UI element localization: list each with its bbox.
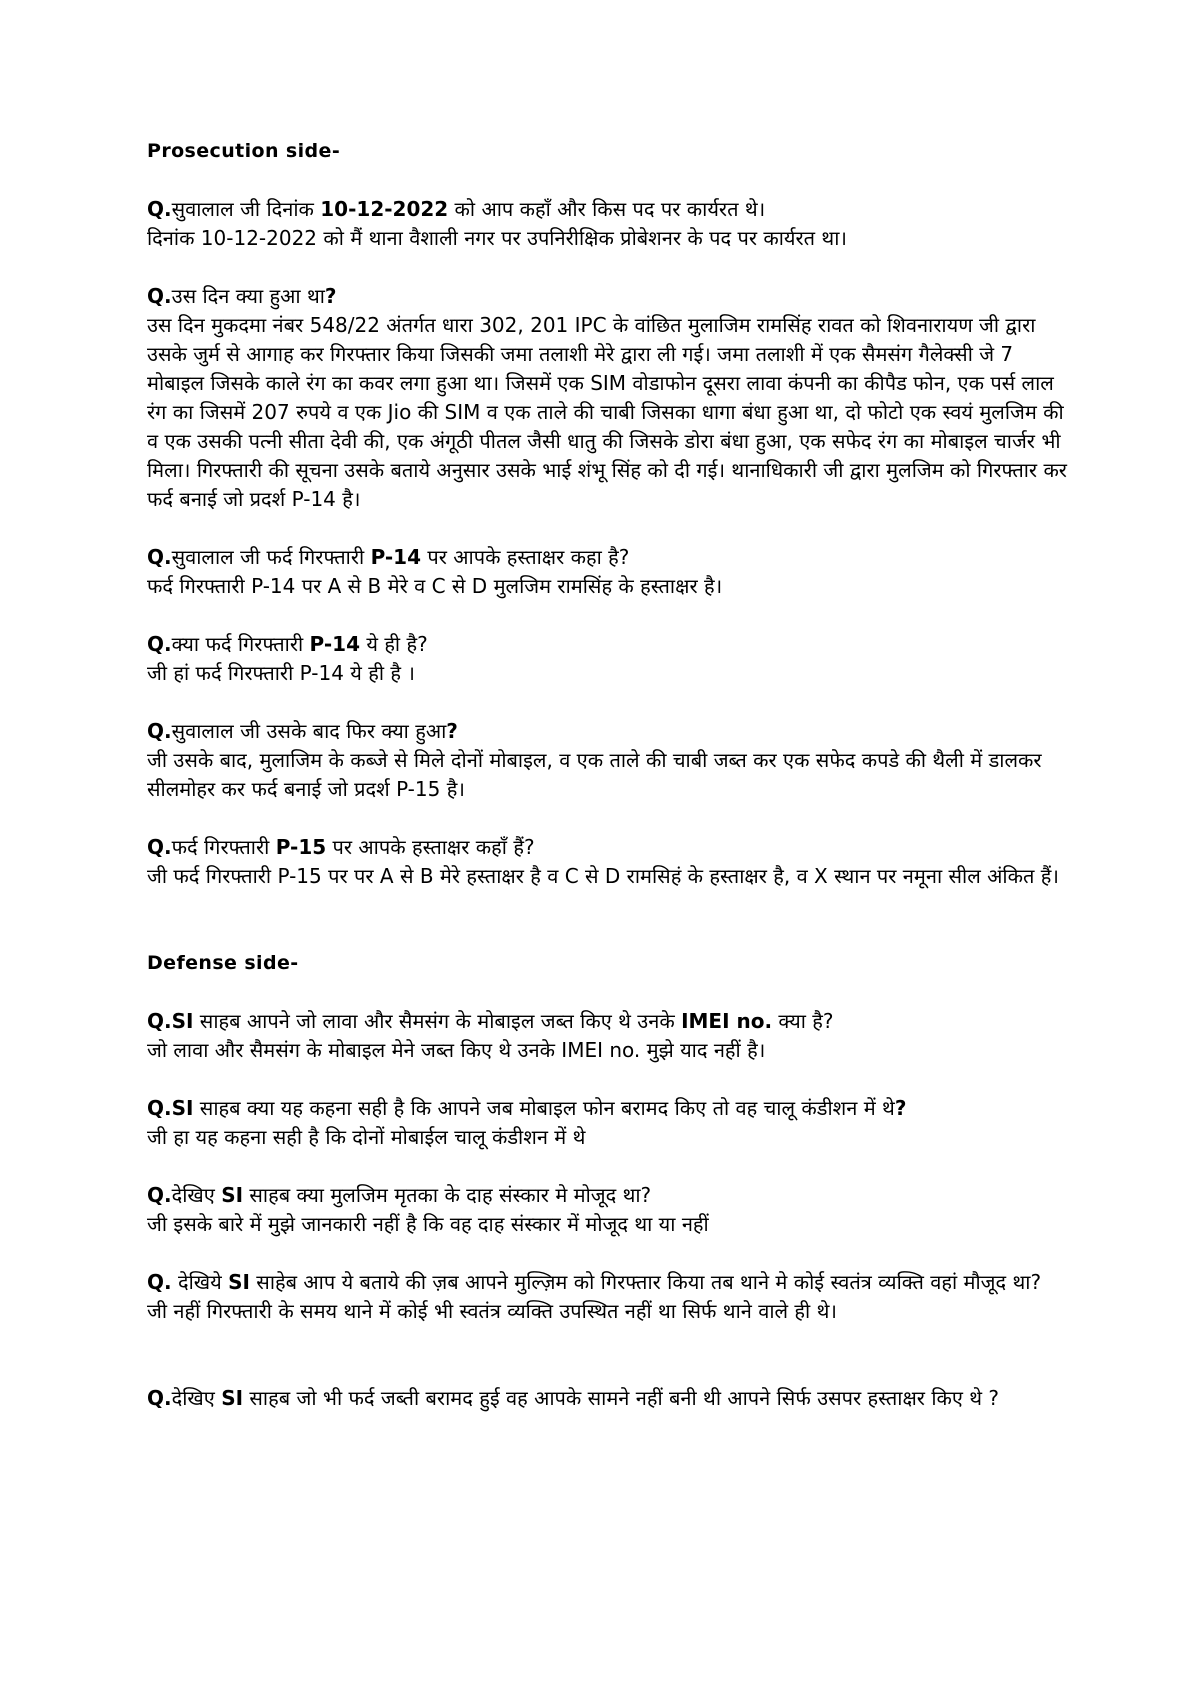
qa-block (147, 833, 1067, 891)
question: Q.देखिए SI साहब जो भी फर्द जब्ती बरामद हुई वह आपके सामने नहीं बनी थी आपने सिर्फ उसपर हस्ताक्षर किए थे ? (147, 1386, 1000, 1410)
answer: जी फर्द गिरफ्तारी P-15 पर पर A से B मेरे हस्ताक्षर है व C से D रामसिहं के हस्ताक्षर है, व X स्थान पर नमूना सील अंकित हैं। (147, 864, 1059, 888)
question: Q.SI साहब आपने जो लावा और सैमसंग के मोबाइल जब्त किए थे उनके IMEI no. क्या है? (147, 1009, 834, 1033)
answer: दिनांक 10-12-2022 को मैं थाना वैशाली नगर पर उपनिरीक्षिक प्रोबेशनर के पद पर कार्यरत था। (147, 226, 847, 250)
answer: जी हा यह कहना सही है कि दोनों मोबाईल चालू कंडीशन में थे (147, 1125, 586, 1149)
question: Q.SI साहब क्या यह कहना सही है कि आपने जब मोबाइल फोन बरामद किए तो वह चालू कंडीशन में थे? (147, 1096, 907, 1120)
answer: जी नहीं गिरफ्तारी के समय थाने में कोई भी स्वतंत्र व्यक्ति उपस्थित नहीं था सिर्फ थाने वाले ही थे। (147, 1299, 837, 1323)
document-body (147, 137, 1067, 1413)
question: Q.सुवालाल जी दिनांक 10-12-2022 को आप कहाँ और किस पद पर कार्यरत थे। (147, 197, 766, 221)
question: Q.क्या फर्द गिरफ्तारी P-14 ये ही है? (147, 632, 428, 656)
question: Q. देखिये SI साहेब आप ये बताये की ज़ब आपने मुल्ज़िम को गिरफ्तार किया तब थाने मे कोई स्वतंत्र व्यक्ति वहां मौजूद था? (147, 1270, 1042, 1294)
qa-block (147, 1007, 1067, 1065)
qa-block (147, 543, 1067, 601)
question: Q.देखिए SI साहब क्या मुलजिम मृतका के दाह संस्कार मे मोजूद था? (147, 1183, 652, 1207)
section-heading-prosecution: Prosecution side- (147, 140, 341, 162)
answer: फर्द गिरफ्तारी P-14 पर A से B मेरे व C से D मुलजिम रामसिंह के हस्ताक्षर है। (147, 574, 723, 598)
qa-block (147, 1268, 1067, 1326)
question: Q.सुवालाल जी फर्द गिरफ्तारी P-14 पर आपके हस्ताक्षर कहा है? (147, 545, 630, 569)
question: Q.फर्द गिरफ्तारी P-15 पर आपके हस्ताक्षर कहाँ हैं? (147, 835, 535, 859)
qa-block (147, 1181, 1067, 1239)
qa-block (147, 282, 1067, 514)
qa-block (147, 717, 1067, 804)
answer: जी उसके बाद, मुलाजिम के कब्जे से मिले दोनों मोबाइल, व एक ताले की चाबी जब्त कर एक सफेद कपडे की थैली में डालकर सीलमोहर कर फर्द बनाई जो प्रदर्श P-15 है। (147, 748, 1042, 801)
answer: जो लावा और सैमसंग के मोबाइल मेने जब्त किए थे उनके IMEI no. मुझे याद नहीं है। (147, 1038, 766, 1062)
question: Q.उस दिन क्या हुआ था? (147, 284, 337, 308)
qa-block (147, 630, 1067, 688)
question: Q.सुवालाल जी उसके बाद फिर क्या हुआ? (147, 719, 458, 743)
section-heading-defense: Defense side- (147, 952, 299, 974)
answer: उस दिन मुकदमा नंबर 548/22 अंतर्गत धारा 302, 201 IPC के वांछित मुलाजिम रामसिंह रावत को शिवनारायण जी द्वारा उसके जुर्म से आगाह कर गिरफ्तार किया जिसकी जमा तलाशी मेरे द्वारा ली गई। जमा तलाशी में एक सैमसंग गैलेक्सी जे 7 मोबाइल जिसके काले रंग का कवर लगा हुआ था। जिसमें एक SIM वोडाफोन दूसरा लावा कंपनी का कीपैड फोन, एक पर्स लाल रंग का जिसमें 207 रुपये व एक Jio की SIM व एक ताले की चाबी जिसका धागा बंधा हुआ था, दो फोटो एक स्वयं मुलजिम की व एक उसकी पत्नी सीता देवी की, एक अंगूठी पीतल जैसी धातु की जिसके डोरा बंधा हुआ, एक सफेद रंग का मोबाइल चार्जर भी मिला। गिरफ्तारी की सूचना उसके बताये अनुसार उसके भाई शंभू सिंह को दी गई। थानाधिकारी जी द्वारा मुलजिम को गिरफ्तार कर फर्द बनाई जो प्रदर्श P-14 है। (147, 313, 1067, 511)
answer: जी इसके बारे में मुझे जानकारी नहीं है कि वह दाह संस्कार में मोजूद था या नहीं (147, 1212, 709, 1236)
answer: जी हां फर्द गिरफ्तारी P-14 ये ही है । (147, 661, 415, 685)
qa-block (147, 195, 1067, 253)
qa-block (147, 1094, 1067, 1152)
qa-block (147, 1384, 1067, 1413)
